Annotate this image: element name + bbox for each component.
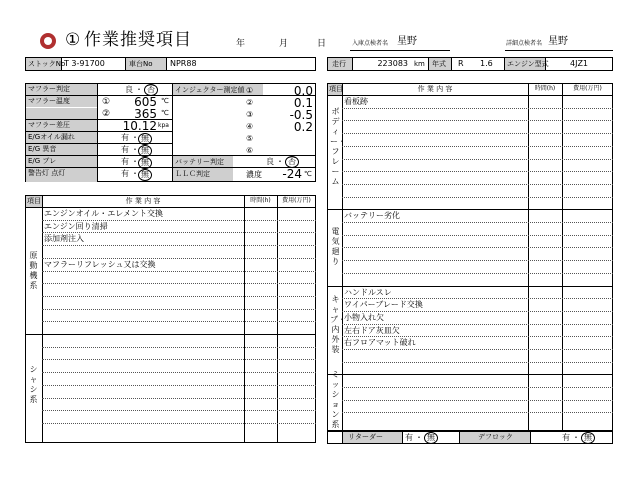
right-section-label-1: 電気廻り bbox=[331, 227, 340, 267]
model-year-label: 年式 bbox=[432, 60, 446, 68]
check-label: E/G 異音 bbox=[28, 145, 57, 153]
dotted-rule bbox=[342, 311, 613, 312]
left-row-text: マフラーリフレッシュ又は交換 bbox=[44, 259, 156, 269]
battery-good: 良 bbox=[266, 157, 274, 166]
detail-inspector-underline bbox=[505, 50, 613, 51]
injector-number-5: ⑥ bbox=[246, 146, 254, 155]
mileage-unit: km bbox=[414, 60, 425, 68]
dotted-rule bbox=[342, 222, 613, 223]
inspector-label: 入庫点検者名 bbox=[352, 40, 389, 47]
right-section-divider bbox=[327, 374, 613, 375]
temp-value-1: 605 bbox=[134, 95, 157, 109]
divider bbox=[562, 83, 563, 431]
divider bbox=[451, 57, 452, 71]
left-time-header: 時間(h) bbox=[250, 197, 271, 204]
dot: ・ bbox=[131, 157, 139, 166]
right-row-text: 右フロアマット破れ bbox=[344, 338, 416, 348]
dotted-rule bbox=[342, 260, 613, 261]
divider bbox=[528, 83, 529, 431]
dotted-rule bbox=[42, 372, 316, 373]
engine-value: 4JZ1 bbox=[570, 59, 589, 68]
stock-value: T 3-91700 bbox=[64, 59, 105, 68]
left-section-label-0: 原動機系 bbox=[29, 250, 38, 290]
injector-number-0: ① bbox=[246, 86, 254, 95]
dotted-rule bbox=[342, 247, 613, 248]
check-label: E/G ブレ bbox=[28, 157, 57, 165]
check-label-cell bbox=[26, 108, 97, 119]
dotted-rule bbox=[342, 336, 613, 337]
day-label: 日 bbox=[317, 39, 327, 49]
temp-unit-2: ℃ bbox=[161, 109, 169, 117]
dotted-rule bbox=[42, 423, 316, 424]
injector-value-0: 0.0 bbox=[293, 84, 313, 98]
dotted-rule bbox=[342, 184, 613, 185]
temp-marker-2: ② bbox=[102, 109, 111, 119]
left-row-text: エンジンオイル・エレメント交換 bbox=[44, 209, 163, 218]
dot: ・ bbox=[135, 85, 143, 94]
dot: ・ bbox=[131, 169, 139, 178]
chassis-value: NPR88 bbox=[170, 59, 197, 68]
llc-label: ＬＬＣ判定 bbox=[175, 170, 210, 178]
dotted-rule bbox=[42, 296, 316, 297]
dotted-rule bbox=[342, 273, 613, 274]
dotted-rule bbox=[342, 197, 613, 198]
dotted-rule bbox=[342, 298, 613, 299]
injector-number-2: ③ bbox=[246, 110, 254, 119]
dotted-rule bbox=[342, 412, 613, 413]
right-section-divider bbox=[327, 209, 613, 210]
temp-value-2: 365 bbox=[134, 107, 157, 121]
month-label: 月 bbox=[279, 39, 289, 49]
right-row-text: 看板跡 bbox=[344, 97, 368, 106]
emblem-icon-inner bbox=[44, 37, 52, 45]
right-section-label-0: ボディー・フレーム bbox=[330, 107, 346, 187]
yes-mark-2: 有 bbox=[121, 157, 129, 166]
injector-value-1: 0.1 bbox=[293, 96, 313, 110]
right-item-header: 項目 bbox=[329, 85, 343, 93]
retarder-label: リターダー bbox=[348, 433, 383, 441]
injector-number-4: ⑤ bbox=[246, 134, 254, 143]
dotted-rule bbox=[342, 146, 613, 147]
dotted-rule bbox=[342, 159, 613, 160]
detail-inspector-label: 詳細点検者名 bbox=[506, 40, 543, 47]
yes-mark-1: 有 bbox=[121, 145, 129, 154]
difflock-label: デフロック bbox=[478, 433, 513, 441]
detail-inspector-name: 星野 bbox=[548, 36, 568, 47]
diff-value: 10.12 bbox=[122, 119, 157, 133]
chassis-label: 車台No bbox=[129, 60, 153, 68]
dotted-rule bbox=[42, 258, 316, 259]
dotted-rule bbox=[342, 235, 613, 236]
battery-label: バッテリー判定 bbox=[175, 158, 224, 166]
left-cost-header: 費用(万円) bbox=[282, 197, 311, 204]
none-circled-1: 無 bbox=[138, 145, 152, 157]
right-cost-header: 費用(万円) bbox=[573, 85, 602, 92]
right-time-header: 時間(h) bbox=[534, 85, 556, 92]
check-label: マフラー差圧 bbox=[28, 121, 70, 129]
left-section-divider bbox=[25, 334, 316, 335]
yes-mark-3: 有 bbox=[121, 169, 129, 178]
right-row-text: 小物入れ欠 bbox=[344, 312, 384, 322]
difflock-yes: 有 bbox=[562, 433, 570, 442]
none-circled-2: 無 bbox=[138, 157, 152, 169]
diff-unit: kpa bbox=[158, 122, 169, 129]
dot: ・ bbox=[276, 157, 284, 166]
battery-no-circled: 否 bbox=[285, 156, 299, 168]
divider bbox=[352, 57, 353, 71]
difflock-none-circled: 無 bbox=[581, 432, 595, 444]
dotted-rule bbox=[42, 309, 316, 310]
mileage-value: 223083 bbox=[377, 59, 408, 68]
dotted-rule bbox=[342, 120, 613, 121]
dotted-rule bbox=[42, 232, 316, 233]
injector-label: インジェクター測定値 bbox=[175, 86, 245, 94]
dotted-rule bbox=[342, 362, 613, 363]
left-section-label-1: シャシ系 bbox=[29, 364, 38, 404]
right-row-text: バッテリー劣化 bbox=[344, 211, 400, 221]
right-section-divider bbox=[327, 286, 613, 287]
retarder-sep: ・ bbox=[415, 433, 423, 442]
temp-unit-1: ℃ bbox=[161, 97, 169, 105]
concentration-label: 濃度 bbox=[246, 170, 262, 179]
retarder-none-circled: 無 bbox=[424, 432, 438, 444]
inspector-name: 星野 bbox=[397, 36, 417, 47]
injector-value-3: 0.2 bbox=[293, 120, 313, 134]
llc-unit: ℃ bbox=[304, 170, 312, 178]
stock-label: ストックNo bbox=[28, 60, 66, 68]
check-label: 警告灯 点灯 bbox=[28, 169, 66, 177]
divider bbox=[402, 431, 403, 444]
inspector-underline bbox=[350, 50, 450, 51]
dot: ・ bbox=[131, 145, 139, 154]
left-row-text: エンジン回り清掃 bbox=[44, 221, 108, 231]
yes-mark-0: 有 bbox=[121, 133, 129, 142]
difflock-sep: ・ bbox=[572, 433, 580, 442]
check-label: マフラー判定 bbox=[28, 85, 70, 93]
dotted-rule bbox=[42, 321, 316, 322]
divider bbox=[545, 57, 546, 71]
dotted-rule bbox=[42, 245, 316, 246]
left-row-text: 添加剤注入 bbox=[44, 234, 84, 244]
dotted-rule bbox=[342, 387, 613, 388]
left-content-header: 作 業 内 容 bbox=[125, 197, 161, 205]
divider bbox=[530, 431, 531, 444]
right-section-label-3: ミッション系 bbox=[331, 369, 340, 429]
divider bbox=[166, 57, 167, 71]
left-item-header: 項目 bbox=[27, 197, 41, 205]
mileage-label: 走行 bbox=[332, 60, 346, 68]
dotted-rule bbox=[342, 108, 613, 109]
right-table bbox=[327, 83, 613, 431]
page-title: 作業推奨項目 bbox=[84, 30, 192, 50]
none-circled-3: 無 bbox=[138, 169, 152, 181]
dotted-rule bbox=[42, 347, 316, 348]
dotted-rule bbox=[42, 283, 316, 284]
retarder-yes: 有 bbox=[405, 433, 413, 442]
divider bbox=[61, 57, 62, 71]
check-label: E/Gオイル漏れ bbox=[28, 133, 75, 141]
dotted-rule bbox=[342, 133, 613, 134]
dot: ・ bbox=[131, 133, 139, 142]
engine-label: エンジン型式 bbox=[507, 60, 549, 68]
dotted-rule bbox=[42, 398, 316, 399]
title-number: ① bbox=[65, 30, 81, 50]
right-row-text: ハンドルスレ bbox=[344, 287, 392, 297]
divider bbox=[342, 431, 343, 444]
dotted-rule bbox=[42, 220, 316, 221]
dotted-rule bbox=[42, 410, 316, 411]
rule bbox=[327, 95, 613, 96]
model-year-value: 1.6 bbox=[480, 59, 493, 68]
dotted-rule bbox=[42, 271, 316, 272]
dotted-rule bbox=[342, 349, 613, 350]
muffler-no-circled: 否 bbox=[144, 84, 158, 96]
right-section-label-2: キャブ・内外装 bbox=[330, 294, 346, 354]
check-label: マフラー温度 bbox=[28, 97, 70, 105]
injector-number-1: ② bbox=[246, 98, 254, 107]
right-content-header: 作 業 内 容 bbox=[417, 85, 453, 93]
year-label: 年 bbox=[236, 39, 246, 49]
none-circled-0: 無 bbox=[138, 133, 152, 145]
dotted-rule bbox=[342, 400, 613, 401]
right-row-text: 左右ドア灰皿欠 bbox=[344, 325, 400, 335]
era-value: R bbox=[458, 59, 464, 68]
right-row-text: ワイパーブレード交換 bbox=[344, 300, 423, 310]
injector-number-3: ④ bbox=[246, 122, 254, 131]
injector-value-2: -0.5 bbox=[289, 108, 313, 122]
muffler-good: 良 bbox=[125, 85, 133, 94]
dotted-rule bbox=[42, 359, 316, 360]
dotted-rule bbox=[42, 385, 316, 386]
llc-value: -24 bbox=[282, 167, 302, 181]
temp-marker-1: ① bbox=[102, 97, 111, 107]
dotted-rule bbox=[342, 324, 613, 325]
rule bbox=[25, 207, 316, 208]
dotted-rule bbox=[342, 171, 613, 172]
divider bbox=[342, 83, 343, 431]
